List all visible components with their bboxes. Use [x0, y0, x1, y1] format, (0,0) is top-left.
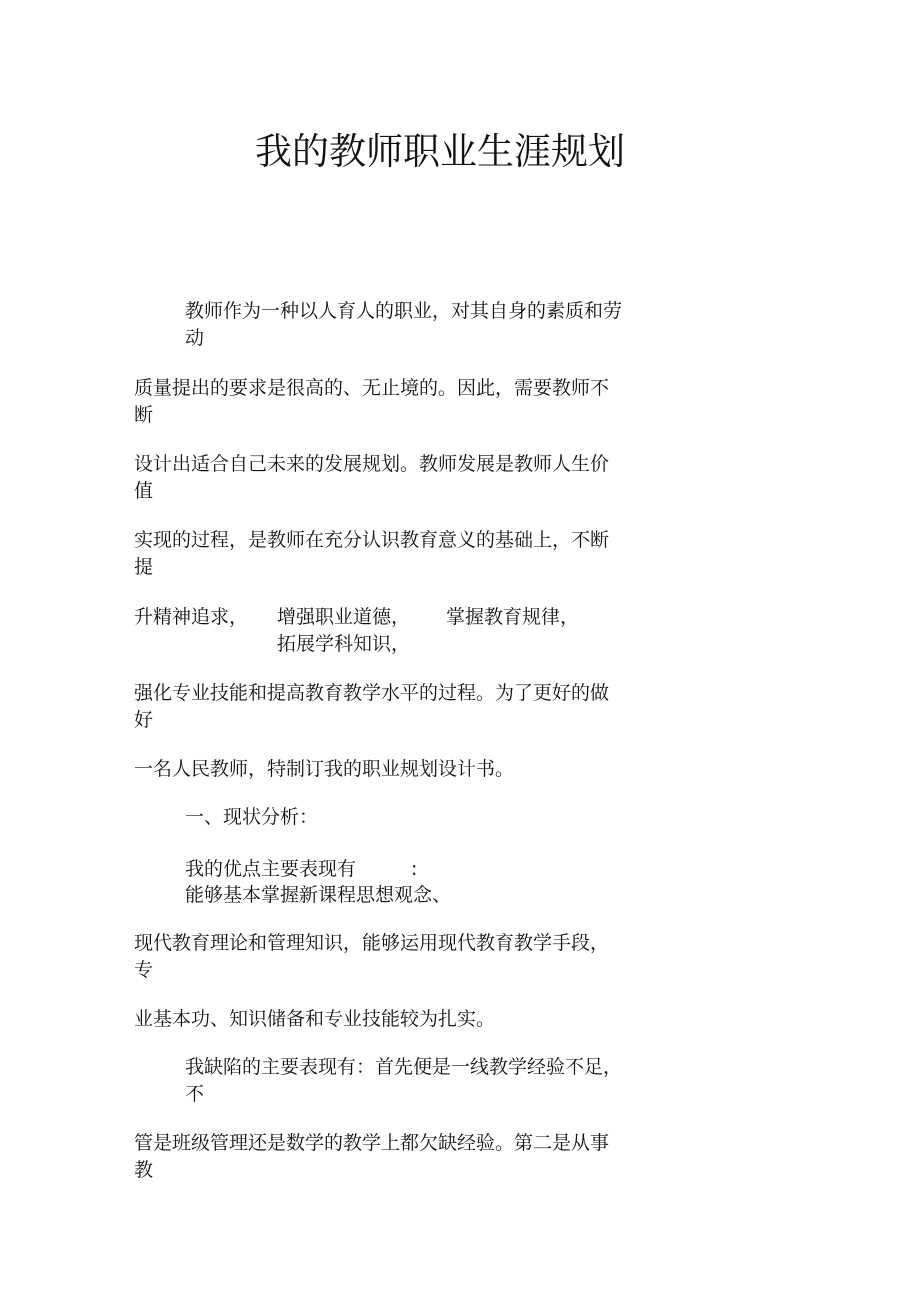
paragraph-11: 我缺陷的主要表现有：首先便是一线教学经验不足，不: [185, 1056, 623, 1105]
paragraph-2: 质量提出的要求是很高的、无止境的。因此，需要教师不断: [134, 377, 610, 426]
paragraph-5-part-4: 拓展学科知识，: [277, 633, 411, 655]
document-title: 我的教师职业生涯规划: [255, 130, 625, 173]
paragraph-5-part-3: 掌握教育规律，: [446, 606, 580, 628]
paragraph-4: 实现的过程，是教师在充分认识教育意义的基础上，不断提: [134, 529, 610, 578]
paragraph-6: 强化专业技能和提高教育教学水平的过程。为了更好的做好: [134, 682, 610, 731]
strengths-label: 我的优点主要表现有: [185, 858, 357, 880]
strengths-intro: [185, 856, 418, 883]
paragraph-12: 管是班级管理还是数学的教学上都欠缺经验。第二是从事教: [134, 1132, 610, 1181]
paragraph-5-part-2: 增强职业道德，: [277, 606, 411, 628]
paragraph-5-part-1: 升精神追求，: [134, 606, 249, 628]
paragraph-3: 设计出适合自己未来的发展规划。教师发展是教师人生价值: [134, 453, 610, 502]
paragraph-1: 教师作为一种以人育人的职业，对其自身的素质和劳动: [185, 300, 623, 349]
section-heading-1: 一、现状分析：: [185, 806, 319, 828]
paragraph-7: 一名人民教师，特制订我的职业规划设计书。: [134, 758, 515, 780]
paragraph-10: 业基本功、知识储备和专业技能较为扎实。: [134, 1008, 496, 1030]
paragraph-8: 能够基本掌握新课程思想观念、: [185, 884, 452, 906]
paragraph-9: 现代教育理论和管理知识，能够运用现代教育教学手段，专: [134, 932, 610, 981]
strengths-colon: :: [411, 858, 418, 880]
